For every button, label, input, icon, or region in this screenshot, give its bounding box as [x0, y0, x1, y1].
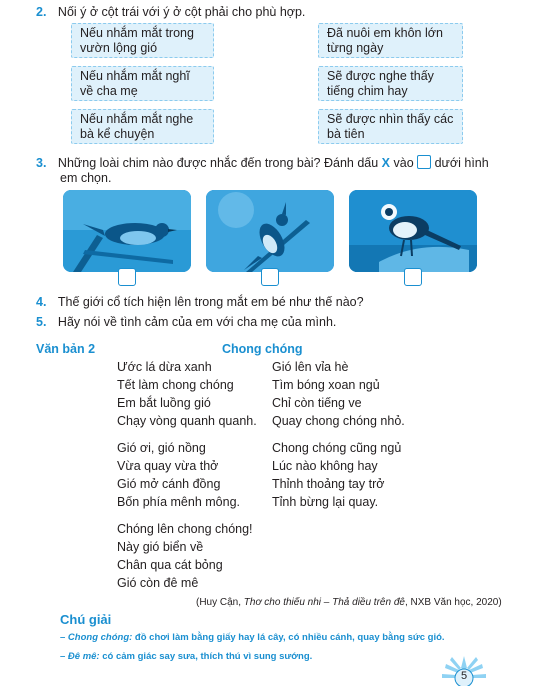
poem-line: Gió lên vỉa hè: [272, 360, 349, 374]
poem-line: Tìm bóng xoan ngủ: [272, 378, 380, 392]
question-5: 5. Hãy nói về tình cảm của em với cha mẹ của mình.: [36, 315, 337, 329]
match-right-2[interactable]: Sẽ được nghe thấy tiếng chim hay: [318, 66, 463, 101]
x-mark: X: [381, 156, 391, 170]
poem-line: Lúc nào không hay: [272, 459, 378, 473]
match-right-3[interactable]: Sẽ được nhìn thấy các bà tiên: [318, 109, 463, 144]
poem-line: Chỉ còn tiếng ve: [272, 396, 362, 410]
wagtail-bird-image: [349, 190, 477, 272]
question-number: 5.: [36, 315, 47, 329]
poem-line: Chạy vòng quanh quanh.: [117, 414, 257, 428]
poem-line: Chóng lên chong chóng!: [117, 522, 253, 536]
poem-title: Chong chóng: [222, 342, 303, 356]
glossary-item-1: – Chong chóng: đồ chơi làm bằng giấy hay lá cây, có nhiều cánh, quay bằng sức gió.: [60, 632, 445, 643]
question-number: 2.: [36, 5, 47, 19]
poem-line: Bốn phía mênh mông.: [117, 495, 240, 509]
poem-line: Chân qua cát bỏng: [117, 558, 223, 572]
bird-on-branch-image: [63, 190, 191, 272]
question-2: [36, 5, 305, 20]
bird-2-checkbox[interactable]: [261, 268, 279, 286]
glossary-title: Chú giải: [60, 612, 112, 627]
page-number: 5: [460, 670, 468, 682]
match-right-1[interactable]: Đã nuôi em khôn lớn từng ngày: [318, 23, 463, 58]
section-label: Văn bản 2: [36, 342, 96, 356]
match-left-1[interactable]: Nếu nhắm mắt trong vườn lộng gió: [71, 23, 214, 58]
bird-photo-1: [63, 190, 191, 272]
bird-photo-3: [349, 190, 477, 272]
question-4: 4. Thế giới cổ tích hiện lên trong mắt em bé như thế nào?: [36, 295, 364, 309]
bird-1-checkbox[interactable]: [118, 268, 136, 286]
poem-line: Này gió biển về: [117, 540, 204, 554]
poem-line: Chong chóng cũng ngủ: [272, 441, 402, 455]
question-3: 3. Những loài chim nào được nhắc đến trong bài? Đánh dấu X vào dưới hình em chọn.: [36, 156, 489, 185]
question-number: 3.: [36, 156, 47, 170]
bird-photo-2: [206, 190, 334, 272]
question-text: Nối ý ở cột trái với ý ở cột phải cho phù hợp.: [57, 5, 306, 19]
poem-line: Tỉnh bừng lại quay.: [272, 495, 379, 509]
poem-line: Tết làm chong chóng: [117, 378, 234, 392]
poem-line: Vừa quay vừa thở: [117, 459, 219, 473]
match-left-2[interactable]: Nếu nhắm mắt nghĩ về cha mẹ: [71, 66, 214, 101]
match-left-3[interactable]: Nếu nhắm mắt nghe bà kể chuyện: [71, 109, 214, 144]
poem-line: Gió mở cánh đồng: [117, 477, 221, 491]
checkbox-icon: [417, 155, 431, 169]
glossary-item-2: – Đê mê: có cảm giác say sưa, thích thú vì sung sướng.: [60, 651, 313, 662]
poem-line: Ước lá dừa xanh: [117, 360, 212, 374]
poem-line: Thỉnh thoảng tay trở: [272, 477, 385, 491]
poem-line: Quay chong chóng nhỏ.: [272, 414, 405, 428]
question-number: 4.: [36, 295, 47, 309]
poem-line: Gió còn đê mê: [117, 576, 199, 590]
poem-line: Em bắt luồng gió: [117, 396, 211, 410]
poem-line: Gió ơi, gió nồng: [117, 441, 206, 455]
citation: (Huy Cận, Thơ cho thiếu nhi – Thả diều trên đê, NXB Văn học, 2020): [196, 597, 502, 608]
bird-3-checkbox[interactable]: [404, 268, 422, 286]
crested-bird-image: [206, 190, 334, 272]
